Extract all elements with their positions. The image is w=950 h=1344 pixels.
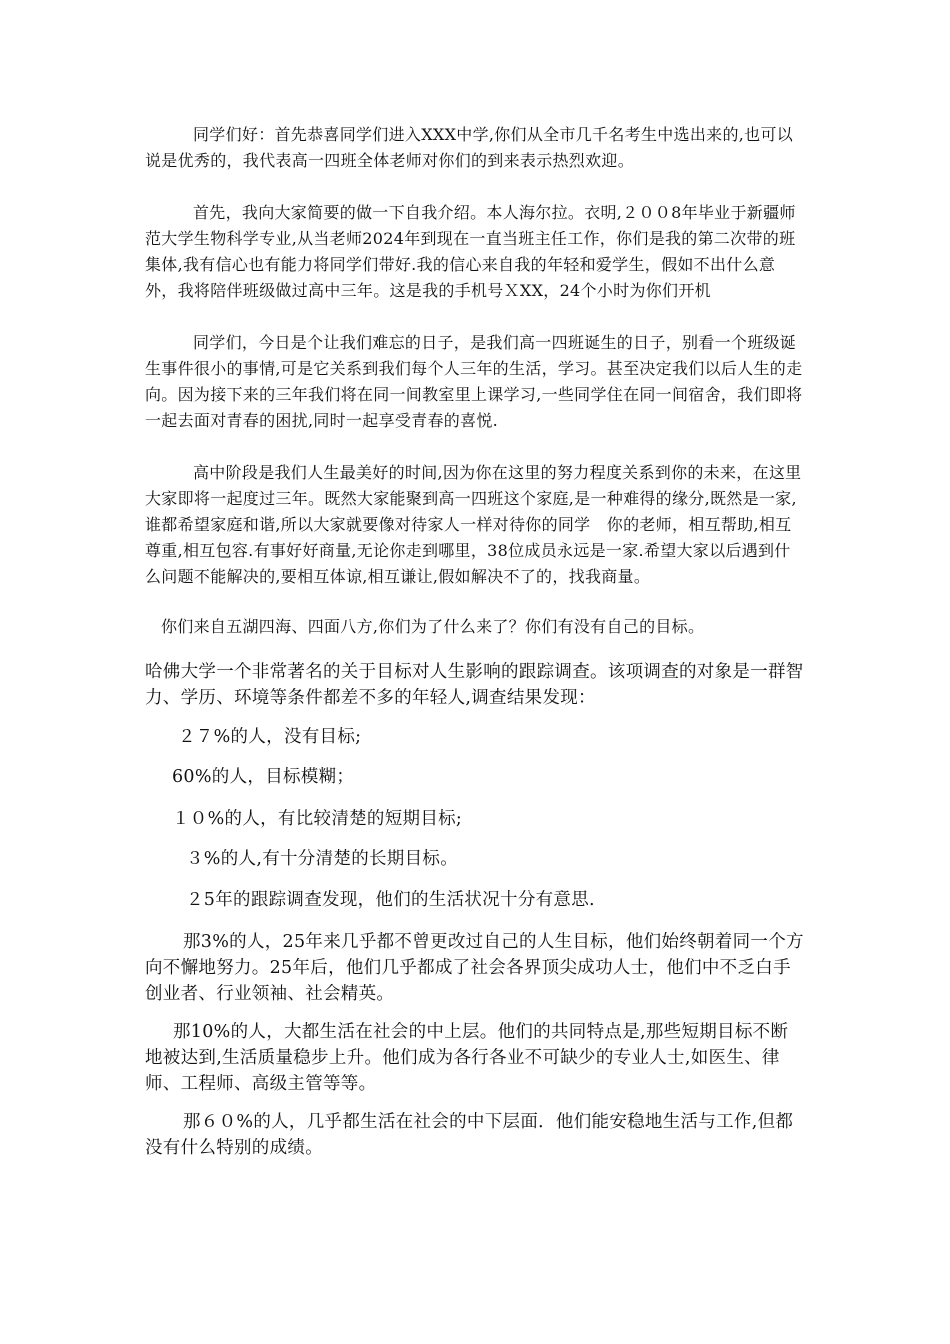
paragraph-60-percent-result: 那６０%的人，几乎都生活在社会的中下层面．他们能安稳地生活与工作,但都没有什么特别的成绩。 [145, 1112, 794, 1158]
list-item-27-percent: ２７%的人，没有目标; [178, 727, 362, 747]
paragraph-high-school-stage: 高中阶段是我们人生最美好的时间,因为你在这里的努力程度关系到你的未来，在这里大家即将一起度过三年。既然大家能聚到高一四班这个家庭,是一种难得的缘分,既然是一家,谁都希望家庭和谐,所以大家就要像对待家人一样对待你的同学 你的老师，相互帮助,相互尊重,相互包容.有事好好商量,无论你走到哪里，38位成员永远是一家.希望大家以后遇到什么问题不能解决的,要相互体谅,相互谦让,假如解决不了的，找我商量。 [145, 463, 802, 586]
paragraph-10-percent-result: 那10%的人，大都生活在社会的中上层。他们的共同特点是,那些短期目标不断地被达到,生活质量稳步上升。他们成为各行各业不可缺少的专业人士,如医生、律师、工程师、高级主管等等。 [145, 1022, 789, 1094]
paragraph-25-year-study: ２5年的跟踪调查发现，他们的生活状况十分有意思. [186, 890, 595, 910]
paragraph-greeting: 同学们好：首先恭喜同学们进入XXX中学,你们从全市几千名考生中选出来的,也可以说是优秀的，我代表高一四班全体老师对你们的到来表示热烈欢迎。 [145, 125, 794, 170]
paragraph-3-percent-result: 那3%的人，25年来几乎都不曾更改过自己的人生目标，他们始终朝着同一个方向不懈地努力。25年后，他们几乎都成了社会各界顶尖成功人士，他们中不乏白手创业者、行业领袖、社会精英。 [145, 932, 804, 1004]
paragraph-harvard-study: 哈佛大学一个非常著名的关于目标对人生影响的跟踪调查。该项调查的对象是一群智力、学历、环境等条件都差不多的年轻人,调查结果发现： [145, 662, 804, 708]
paragraph-self-introduction: 首先，我向大家简要的做一下自我介绍。本人海尔拉。衣明,２００8年毕业于新疆师范大学生物科学专业,从当老师2024年到现在一直当班主任工作，你们是我的第二次带的班集体,我有信心也有能力将同学们带好.我的信心来自我的年轻和爱学生，假如不出什么意外，我将陪伴班级做过高中三年。这是我的手机号ＸXX，24个小时为你们开机 [145, 203, 796, 300]
paragraph-class-birthday: 同学们，今日是个让我们难忘的日子，是我们高一四班诞生的日子，别看一个班级诞生事件很小的事情,可是它关系到我们每个人三年的生活，学习。甚至决定我们以后人生的走向。因为接下来的三年我们将在同一间教室里上课学习,一些同学住在同一间宿舍，我们即将一起去面对青春的困扰,同时一起享受青春的喜悦. [145, 333, 803, 430]
list-item-3-percent: ３%的人,有十分清楚的长期目标。 [186, 849, 458, 869]
list-item-60-percent: 60%的人，目标模糊； [172, 767, 355, 787]
paragraph-question-goals: 你们来自五湖四海、四面八方,你们为了什么来了？你们有没有自己的目标。 [161, 617, 705, 636]
list-item-10-percent: １０%的人，有比较清楚的短期目标; [172, 809, 463, 829]
